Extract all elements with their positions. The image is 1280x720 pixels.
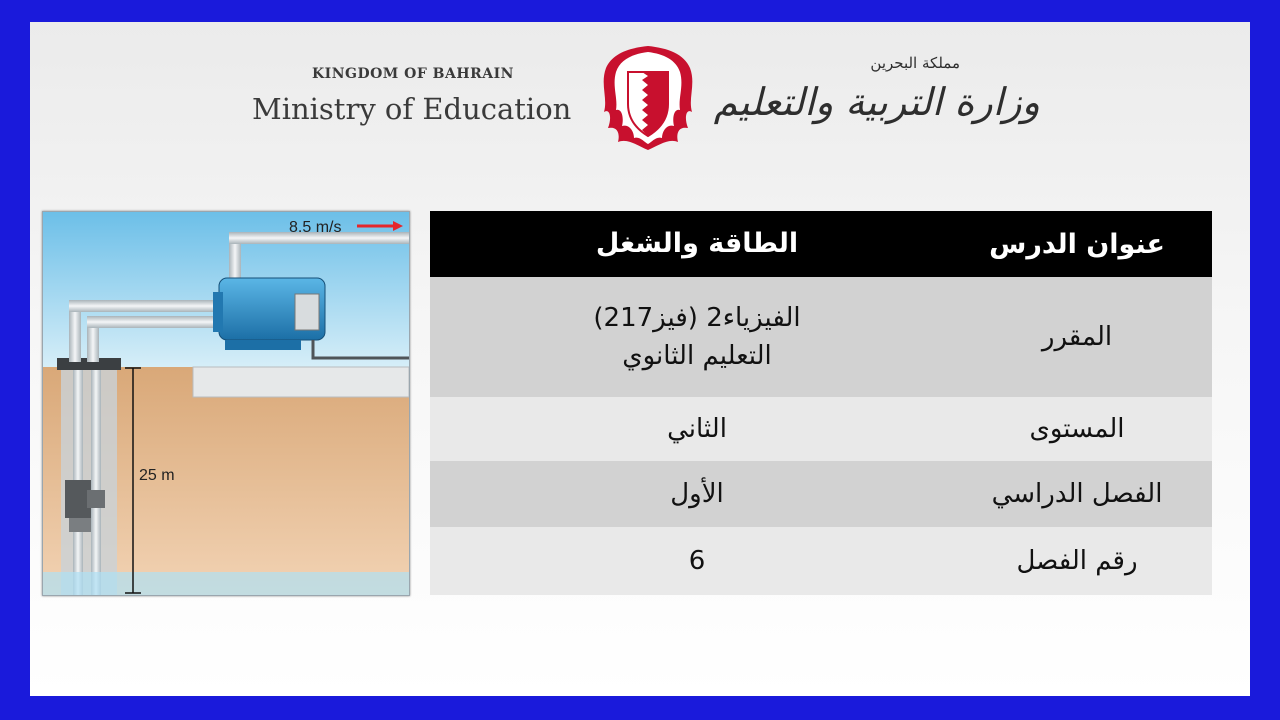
english-title-block bbox=[252, 66, 572, 126]
ministry-en: Ministry of Education bbox=[252, 92, 572, 126]
course-label: المقرر bbox=[1041, 322, 1113, 352]
kingdom-en: KINGDOM OF BAHRAIN bbox=[312, 66, 514, 82]
level-label: المستوى bbox=[1029, 414, 1125, 444]
kingdom-ar: مملكة البحرين bbox=[870, 54, 960, 72]
chapter-number-label: رقم الفصل bbox=[1016, 546, 1138, 576]
ministry-ar: وزارة التربية والتعليم bbox=[713, 80, 1040, 124]
table-row bbox=[430, 277, 1212, 397]
course-stage: التعليم الثانوي bbox=[622, 341, 772, 371]
lesson-info-table bbox=[430, 211, 1212, 595]
course-value bbox=[430, 277, 964, 397]
table-row bbox=[430, 461, 1212, 527]
semester-label: الفصل الدراسي bbox=[991, 479, 1163, 509]
water-pump-illustration bbox=[42, 211, 410, 596]
semester-value: الأول bbox=[670, 479, 724, 509]
slide-frame bbox=[30, 22, 1250, 696]
lesson-title-value: الطاقة والشغل bbox=[595, 228, 799, 259]
chapter-number-value: 6 bbox=[688, 546, 706, 576]
level-value: الثاني bbox=[667, 414, 727, 444]
bahrain-emblem-icon bbox=[598, 42, 698, 152]
course-name: الفيزياء2 (فيز217) bbox=[593, 303, 801, 333]
table-row bbox=[430, 397, 1212, 461]
lesson-title-label: عنوان الدرس bbox=[989, 228, 1165, 260]
ministry-header bbox=[30, 22, 1250, 182]
arabic-title-block bbox=[713, 54, 1050, 154]
table-row bbox=[430, 527, 1212, 595]
table-header-row bbox=[430, 211, 1212, 277]
depth-label: 25 m bbox=[139, 467, 175, 484]
speed-label: 8.5 m/s bbox=[289, 219, 342, 236]
